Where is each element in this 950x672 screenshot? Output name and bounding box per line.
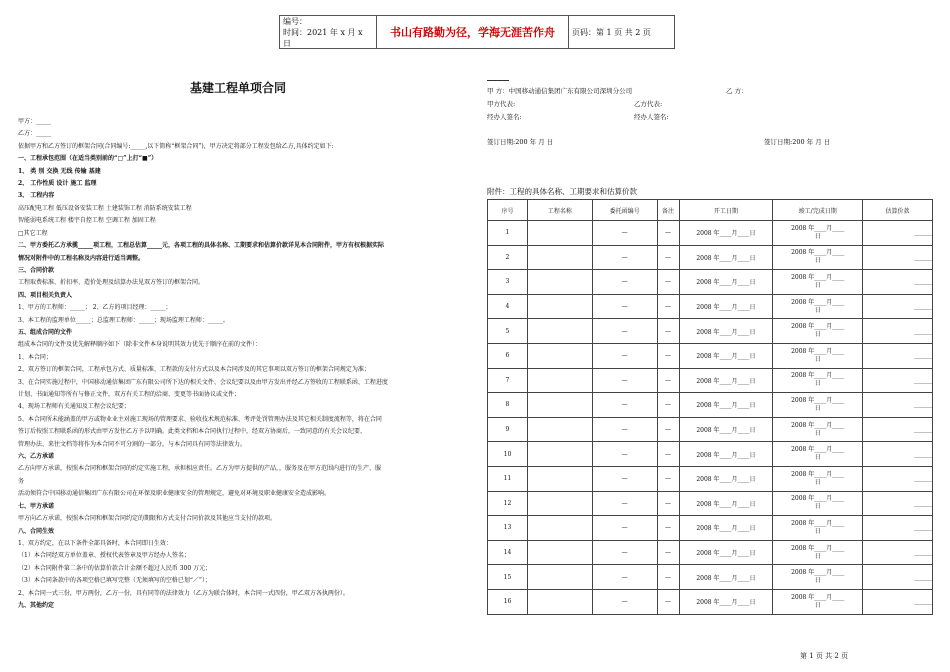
row-project-name [527, 319, 592, 344]
contract-line: 管理办法、来往文档等将作为本合同不可分割的一部分，与本合同具有同等法律效力。 [18, 440, 247, 448]
row-project-name [527, 393, 592, 418]
contract-line: 3、在合同实施过程中，中国移动通信集团广东有限公司所下达的相关文件、会议纪要以及由甲方发出并经乙方签收的工程联系函、工程进度 [18, 378, 388, 386]
end-date-line: 2008 年____月____ [791, 470, 845, 478]
col-index: 序号 [488, 200, 528, 221]
doc-time: 时间：2021 年 x 月 x 日 [283, 27, 363, 48]
row-letter-no: — [592, 343, 657, 368]
end-date-day: 日 [814, 454, 821, 462]
section-heading: 二、甲方委托乙方承揽_____项工程，工程总估算_____元，各项工程的具体名称、工期要求和估算价款详见本合同附件，甲方有权根据实际 [18, 242, 385, 250]
contract-line: 1、甲方的工程师：_____； 2、乙方的项目经理：_____； [18, 304, 172, 312]
end-date-day: 日 [814, 281, 821, 289]
party-b-sign-date: 签订日期:200 年 月 日 [764, 138, 831, 146]
row-start-date: 2008 年____月____日 [679, 417, 773, 442]
end-date-day: 日 [814, 552, 821, 560]
row-index: 6 [488, 343, 528, 368]
row-letter-no: — [592, 466, 657, 491]
row-project-name [527, 540, 592, 565]
end-date-day: 日 [814, 404, 821, 412]
row-remark: — [657, 417, 679, 442]
contract-line: （1）本合同经双方单位盖章、授权代表签章及甲方经办人签名； [18, 552, 190, 560]
row-price: ______ [863, 270, 933, 295]
contract-line: 2、本合同一式三份，甲方两份，乙方一份，具有同等的法律效力（乙方为联合体时，本合同一式四份，甲乙双方各执两份）。 [18, 589, 349, 597]
row-price: ______ [863, 442, 933, 467]
row-letter-no: — [592, 245, 657, 270]
section-heading: 3、 工程内容 [18, 192, 55, 200]
row-end-date [773, 270, 863, 295]
row-remark: — [657, 294, 679, 319]
row-remark: — [657, 466, 679, 491]
row-project-name [527, 343, 592, 368]
row-start-date: 2008 年____月____日 [679, 589, 773, 614]
section-heading: 三、合同价款 [18, 266, 55, 274]
row-index: 4 [488, 294, 528, 319]
row-index: 14 [488, 540, 528, 565]
row-remark: — [657, 442, 679, 467]
row-project-name [527, 221, 592, 246]
row-project-name [527, 417, 592, 442]
row-start-date: 2008 年____月____日 [679, 294, 773, 319]
row-end-date [773, 343, 863, 368]
end-date-line: 2008 年____月____ [791, 544, 845, 552]
row-project-name [527, 245, 592, 270]
appendix-title: 附件：工程的具体名称、工期要求和估算价款 [487, 187, 637, 196]
contract-line: （3）本合同条款中的各项空格已填写完整（无须填写的空格已划“／”）； [18, 577, 211, 585]
row-price: ______ [863, 466, 933, 491]
row-remark: — [657, 319, 679, 344]
row-remark: — [657, 221, 679, 246]
row-letter-no: — [592, 589, 657, 614]
row-end-date [773, 442, 863, 467]
row-end-date [773, 393, 863, 418]
row-start-date: 2008 年____月____日 [679, 516, 773, 541]
contract-line: 乙方向甲方承诺，按照本合同和框架合同的约定实施工程，承担相应责任。乙方为甲方提供的产品，，服务及在甲方范围内进行的生产、服 [18, 465, 382, 473]
row-project-name [527, 270, 592, 295]
row-end-date [773, 245, 863, 270]
party-a-name: 甲 方：中国移动通信集团广东有限公司深圳分公司 [487, 87, 633, 95]
row-index: 13 [488, 516, 528, 541]
table-row [488, 540, 933, 565]
row-index: 10 [488, 442, 528, 467]
end-date-line: 2008 年____月____ [791, 273, 845, 281]
row-index: 16 [488, 589, 528, 614]
contract-line: 务 [18, 477, 25, 485]
row-letter-no: — [592, 319, 657, 344]
table-row [488, 589, 933, 614]
schedule-table [487, 199, 933, 615]
col-project-name: 工程名称 [527, 200, 592, 221]
row-end-date [773, 319, 863, 344]
table-row [488, 368, 933, 393]
row-start-date: 2008 年____月____日 [679, 245, 773, 270]
document-header [279, 15, 675, 49]
header-info [280, 16, 377, 48]
party-a-rep: 甲方代表: [487, 100, 516, 108]
page-number: 页码：第 1 页 共 2 页 [572, 27, 651, 37]
end-date-day: 日 [814, 257, 821, 265]
row-end-date [773, 491, 863, 516]
doc-code: 编号： [283, 16, 307, 26]
row-price: ______ [863, 516, 933, 541]
row-end-date [773, 540, 863, 565]
row-start-date: 2008 年____月____日 [679, 221, 773, 246]
row-letter-no: — [592, 270, 657, 295]
party-b-name: 乙 方： [726, 87, 748, 95]
end-date-line: 2008 年____月____ [791, 446, 845, 454]
row-letter-no: — [592, 540, 657, 565]
row-letter-no: — [592, 516, 657, 541]
row-letter-no: — [592, 491, 657, 516]
row-remark: — [657, 393, 679, 418]
table-header-row [488, 200, 933, 221]
col-price: 估算价款 [863, 200, 933, 221]
end-date-day: 日 [814, 429, 821, 437]
table-row [488, 442, 933, 467]
end-date-day: 日 [814, 380, 821, 388]
party-b-rep: 乙方代表: [634, 100, 663, 108]
end-date-line: 2008 年____月____ [791, 495, 845, 503]
row-end-date [773, 466, 863, 491]
end-date-day: 日 [814, 577, 821, 585]
end-date-line: 2008 年____月____ [791, 519, 845, 527]
section-heading: 七、甲方承诺 [18, 502, 55, 510]
header-motto [377, 16, 569, 48]
row-index: 2 [488, 245, 528, 270]
party-b-agent: 经办人签名: [634, 113, 669, 121]
end-date-day: 日 [814, 355, 821, 363]
party-a-sign-date: 签订日期:200 年 月 日 [487, 138, 554, 146]
end-date-line: 2008 年____月____ [791, 372, 845, 380]
row-index: 12 [488, 491, 528, 516]
section-heading: 五、组成合同的文件 [18, 328, 73, 336]
row-end-date [773, 565, 863, 590]
row-letter-no: — [592, 417, 657, 442]
row-index: 15 [488, 565, 528, 590]
end-date-day: 日 [814, 478, 821, 486]
row-start-date: 2008 年____月____日 [679, 442, 773, 467]
row-index: 1 [488, 221, 528, 246]
end-date-line: 2008 年____月____ [791, 224, 845, 232]
section-heading: 情况对附件中的工程名称及内容进行适当调整。 [18, 254, 145, 262]
end-date-line: 2008 年____月____ [791, 396, 845, 404]
row-project-name [527, 466, 592, 491]
end-date-day: 日 [814, 601, 821, 609]
contract-body [18, 118, 478, 618]
end-date-line: 2008 年____月____ [791, 593, 845, 601]
contract-line: 1、本合同； [18, 353, 52, 361]
row-letter-no: — [592, 442, 657, 467]
row-project-name [527, 442, 592, 467]
row-price: ______ [863, 319, 933, 344]
party-a-agent: 经办人签名: [487, 113, 522, 121]
contract-line: 甲方：_____ [18, 118, 52, 125]
row-price: ______ [863, 294, 933, 319]
col-remark: 备注 [657, 200, 679, 221]
row-remark: — [657, 540, 679, 565]
section-heading: 2、 工作性质 设计 施工 监理 [18, 180, 97, 188]
table-row [488, 491, 933, 516]
motto-text: 书山有路勤为径，学海无涯苦作舟 [390, 26, 555, 39]
section-heading: 六、乙方承诺 [18, 453, 55, 461]
section-heading: 1、 类 别 交换 无线 传输 基建 [18, 167, 101, 175]
row-project-name [527, 491, 592, 516]
end-date-line: 2008 年____月____ [791, 323, 845, 331]
section-heading: 八、合同生效 [18, 527, 55, 535]
contract-line: 5、本合同所未能涵盖的甲方或物业业主对施工现场的管理要求、验收技术规范标准、考评处罚管理办法及其它相关制度流程等，将在合同 [18, 415, 382, 423]
contract-line: 3、本工程的监理单位_____；总监理工程师：_____；现场监理工程师：_____。 [18, 316, 229, 324]
contract-title: 基建工程单项合同 [190, 81, 287, 95]
row-start-date: 2008 年____月____日 [679, 393, 773, 418]
contract-line: 甲方向乙方承诺，按照本合同和框架合同约定的期限和方式支付合同价款及其他应当支付的款项。 [18, 515, 277, 523]
table-row [488, 319, 933, 344]
row-end-date [773, 417, 863, 442]
table-row [488, 417, 933, 442]
row-price: ______ [863, 368, 933, 393]
contract-line: 活动须符合中国移动通信集团广东有限公司在环保及职业健康安全的管理规定，避免对环境及职业健康安全造成影响。 [18, 490, 331, 498]
row-project-name [527, 368, 592, 393]
row-price: ______ [863, 565, 933, 590]
row-end-date [773, 589, 863, 614]
contract-line: 计划、书面通知等所有与修正文件，双方有关工程的洽商、变更等书面协议或文件； [18, 391, 241, 399]
table-row [488, 270, 933, 295]
contract-line: （2）本合同附件第二条中的估算价款合计金额不超过人民币 300 万元； [18, 564, 212, 572]
end-date-day: 日 [814, 503, 821, 511]
row-end-date [773, 221, 863, 246]
table-row [488, 221, 933, 246]
row-index: 8 [488, 393, 528, 418]
row-remark: — [657, 343, 679, 368]
header-page [569, 16, 674, 48]
contract-line: 组成本合同的文件及优先解释顺序如下（除非文件本身说明其效力优先于顺序在前的文件）： [18, 341, 262, 349]
contract-line: 工程取费标准、折扣率、造价处理及结算办法见双方签订的框架合同。 [18, 279, 205, 287]
row-end-date [773, 516, 863, 541]
row-remark: — [657, 368, 679, 393]
col-end-date: 竣工/完成日期 [773, 200, 863, 221]
row-letter-no: — [592, 393, 657, 418]
row-end-date [773, 368, 863, 393]
contract-line: 2、双方签订的框架合同，工程承包方式、质量标准、工程款的支付方式以及本合同涉及的其它事项以双方签订的框架合同规定为准； [18, 366, 370, 374]
row-remark: — [657, 491, 679, 516]
row-letter-no: — [592, 565, 657, 590]
end-date-day: 日 [814, 232, 821, 240]
row-project-name [527, 589, 592, 614]
row-price: ______ [863, 491, 933, 516]
end-date-line: 2008 年____月____ [791, 569, 845, 577]
table-row [488, 516, 933, 541]
contract-line: 乙方：_____ [18, 130, 52, 138]
row-letter-no: — [592, 221, 657, 246]
row-remark: — [657, 245, 679, 270]
end-date-line: 2008 年____月____ [791, 249, 845, 257]
row-price: ______ [863, 393, 933, 418]
end-date-line: 2008 年____月____ [791, 421, 845, 429]
end-date-day: 日 [814, 331, 821, 339]
end-date-day: 日 [814, 306, 821, 314]
section-heading: 九、其他约定 [18, 602, 55, 609]
signature-line [487, 80, 509, 81]
table-row [488, 294, 933, 319]
row-project-name [527, 565, 592, 590]
row-project-name [527, 294, 592, 319]
page-footer: 第 1 页 共 2 页 [800, 652, 849, 660]
row-project-name [527, 516, 592, 541]
table-row [488, 565, 933, 590]
col-letter-no: 委托函编号 [592, 200, 657, 221]
row-end-date [773, 294, 863, 319]
row-price: ______ [863, 540, 933, 565]
row-price: ______ [863, 589, 933, 614]
row-start-date: 2008 年____月____日 [679, 270, 773, 295]
contract-line: 签订后按照工程联系函的形式由甲方发往乙方予以明确。此类文档和本合同执行过程中，经双方协商后，一致同意的有关会议纪要、 [18, 428, 367, 436]
end-date-day: 日 [814, 527, 821, 535]
row-index: 11 [488, 466, 528, 491]
row-start-date: 2008 年____月____日 [679, 319, 773, 344]
contract-line: 1、双方约定，在以下条件全部具备时，本合同即日生效： [18, 539, 172, 547]
contract-line: □其它工程 [18, 229, 48, 237]
table-row [488, 343, 933, 368]
table-row [488, 245, 933, 270]
col-start-date: 开工日期 [679, 200, 773, 221]
row-letter-no: — [592, 368, 657, 393]
contract-line: 4、现场工程师有关通知及工程会议纪要； [18, 403, 130, 411]
row-index: 7 [488, 368, 528, 393]
row-start-date: 2008 年____月____日 [679, 343, 773, 368]
row-price: ______ [863, 417, 933, 442]
row-remark: — [657, 270, 679, 295]
row-start-date: 2008 年____月____日 [679, 466, 773, 491]
table-row [488, 393, 933, 418]
contract-line: 依据甲方和乙方签订的框架合同(合同编号:_____,以下简称“框架合同”)，甲方决定将部分工程发包给乙方,具体约定如下: [18, 142, 334, 150]
row-price: ______ [863, 245, 933, 270]
contract-line: 智能弱电系统工程 楼宇自控工程 空调工程 加固工程 [18, 217, 156, 225]
row-start-date: 2008 年____月____日 [679, 491, 773, 516]
row-index: 3 [488, 270, 528, 295]
end-date-line: 2008 年____月____ [791, 347, 845, 355]
end-date-line: 2008 年____月____ [791, 298, 845, 306]
table-row [488, 466, 933, 491]
row-price: ______ [863, 221, 933, 246]
row-letter-no: — [592, 294, 657, 319]
contract-line: 高压配电工程 低压设备安装工程 土建装饰工程 消防系统安装工程 [18, 204, 192, 212]
row-index: 5 [488, 319, 528, 344]
row-start-date: 2008 年____月____日 [679, 565, 773, 590]
row-price: ______ [863, 343, 933, 368]
row-start-date: 2008 年____月____日 [679, 368, 773, 393]
row-start-date: 2008 年____月____日 [679, 540, 773, 565]
row-remark: — [657, 516, 679, 541]
row-remark: — [657, 589, 679, 614]
row-remark: — [657, 565, 679, 590]
section-heading: 一、工程承包范围（在适当类别前的“□”上打“■”） [18, 155, 158, 163]
row-index: 9 [488, 417, 528, 442]
section-heading: 四、项目相关负责人 [18, 291, 73, 299]
